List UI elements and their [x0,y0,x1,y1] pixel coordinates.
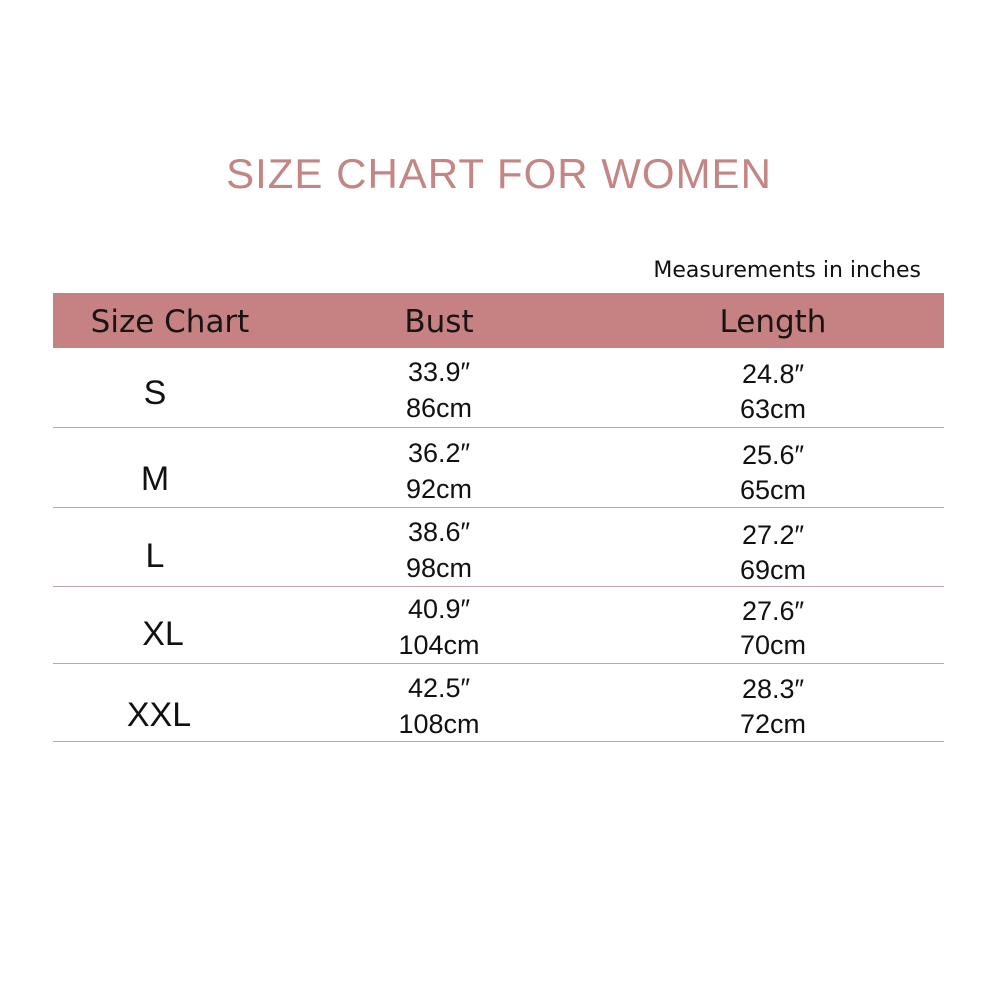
table-header-row [53,293,944,348]
bust-inches: 38.6″ [407,517,471,547]
bust-cm: 104cm [398,630,480,660]
size-label: XL [142,615,184,653]
size-label: XXL [126,696,192,734]
bust-cm: 98cm [405,553,473,583]
bust-inches: 36.2″ [407,438,471,468]
bust-cm: 86cm [405,393,473,423]
length-inches: 27.6″ [741,596,805,626]
length-inches: 28.3″ [741,674,805,704]
bust-inches: 40.9″ [407,594,471,624]
size-label: S [143,374,167,412]
length-cm: 63cm [739,394,807,424]
bust-cm: 108cm [398,709,480,739]
column-header-bust: Bust [404,304,474,340]
table-row [53,664,944,742]
table-row [53,348,944,428]
size-label: L [145,537,165,575]
bust-inches: 33.9″ [407,357,471,387]
page-title: SIZE CHART FOR WOMEN [226,150,772,197]
length-inches: 24.8″ [741,359,805,389]
length-cm: 72cm [739,709,807,739]
length-cm: 69cm [739,555,807,585]
table-row [53,428,944,508]
length-inches: 25.6″ [741,440,805,470]
bust-inches: 42.5″ [407,673,471,703]
column-header-length: Length [719,304,827,340]
units-note: Measurements in inches [653,258,921,283]
size-chart-table [53,293,944,742]
length-inches: 27.2″ [741,520,805,550]
length-cm: 65cm [739,475,807,505]
column-header-size: Size Chart [90,304,250,340]
table-row [53,508,944,587]
size-label: M [140,460,170,498]
length-cm: 70cm [739,630,807,660]
table-row [53,587,944,664]
bust-cm: 92cm [405,474,473,504]
